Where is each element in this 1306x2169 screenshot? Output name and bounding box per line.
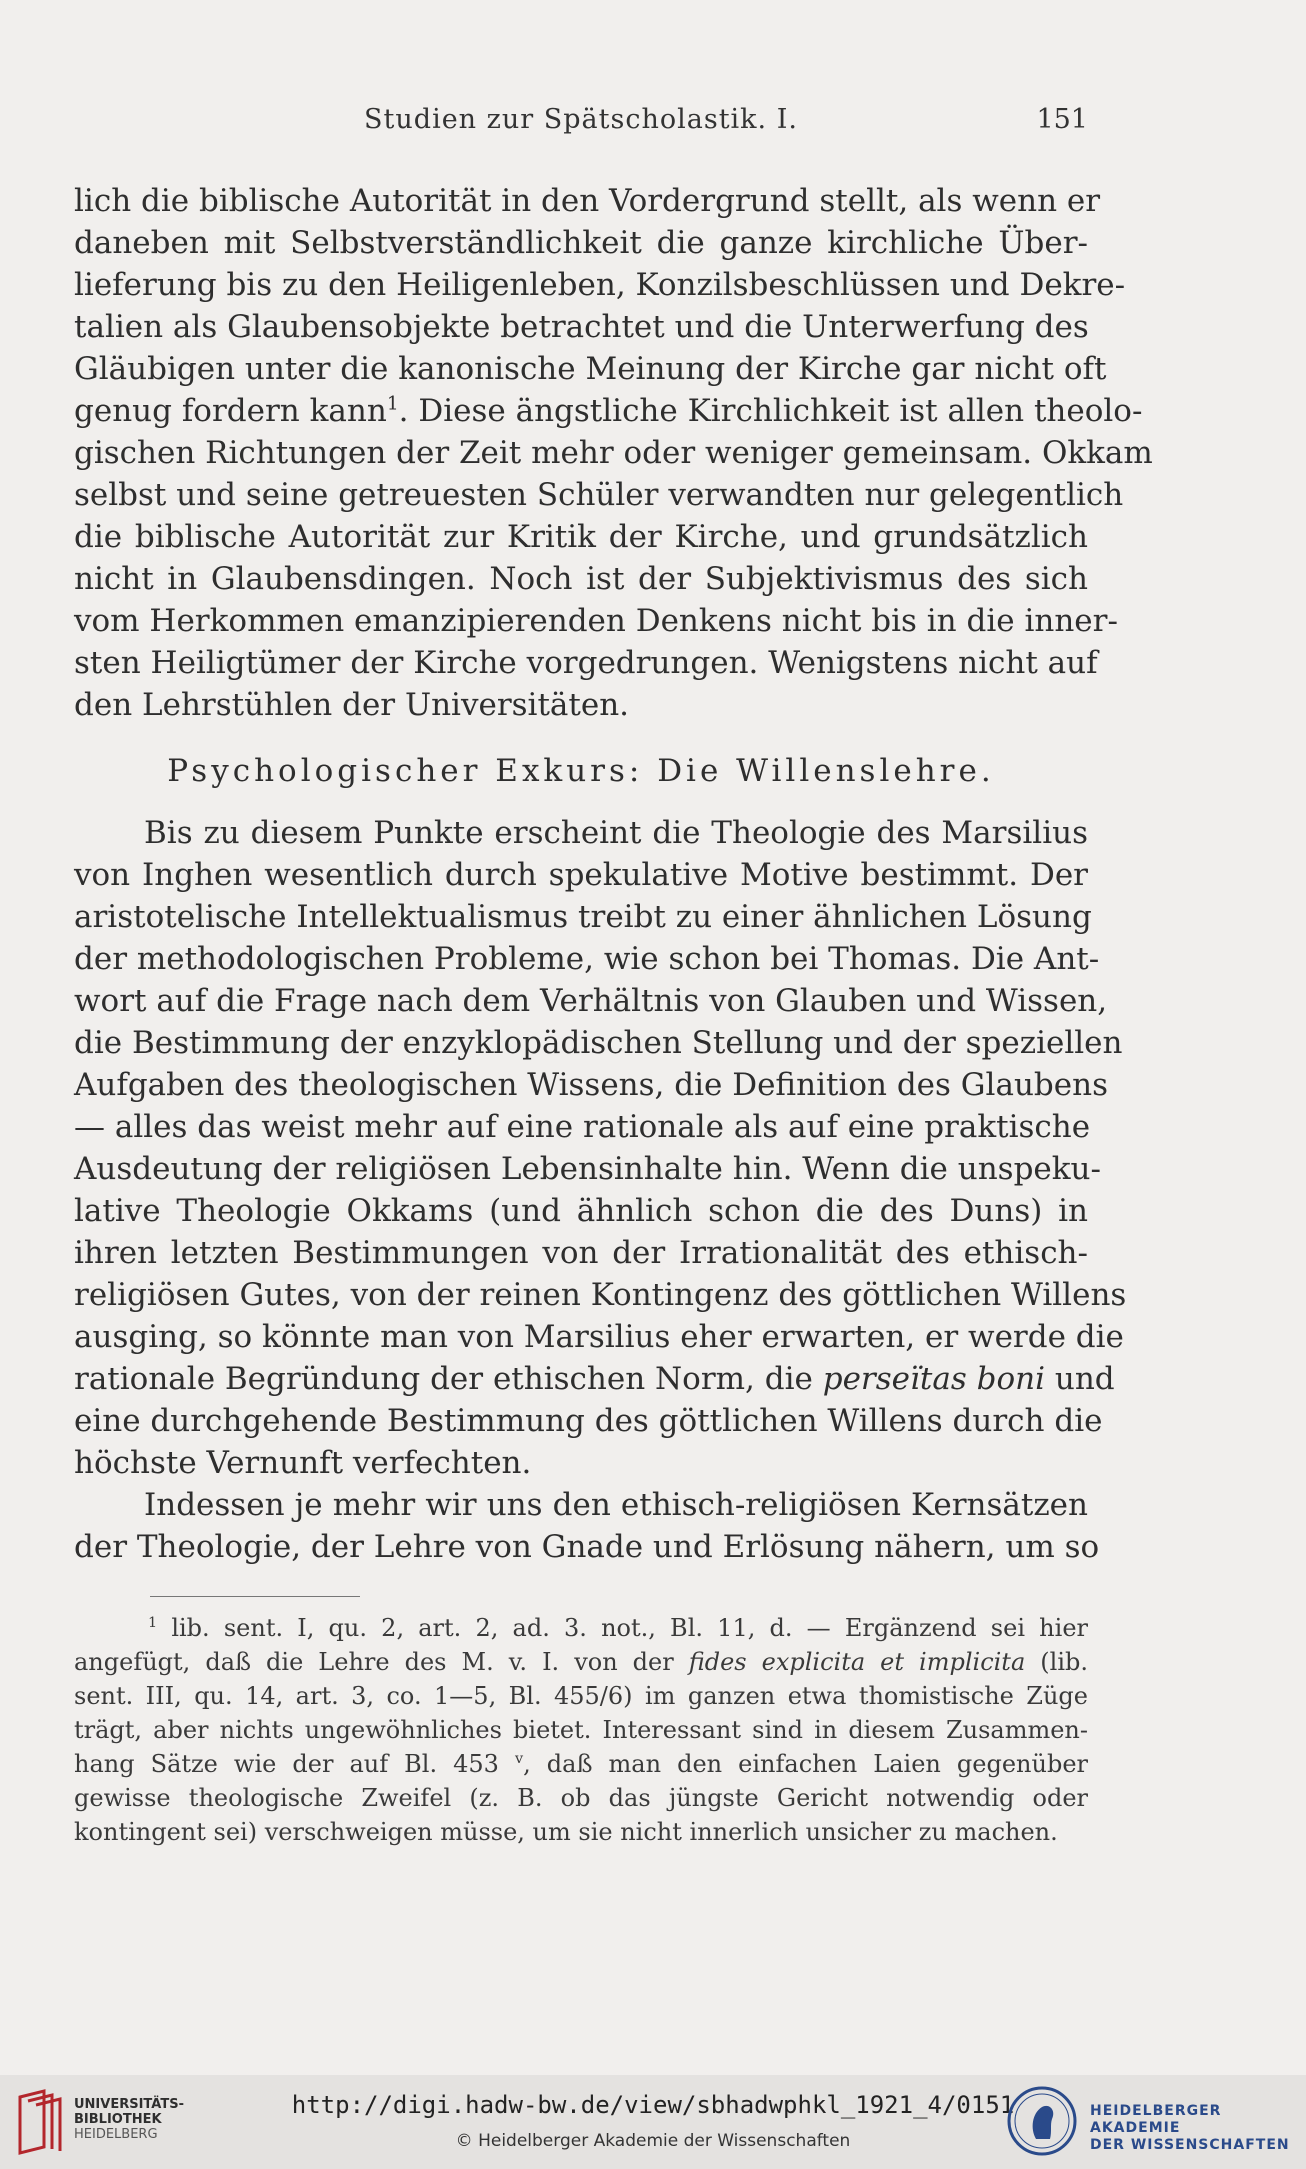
text-segment: genug fordern kann [74,393,387,429]
text-line: lich die biblische Autorität in den Vordergrund stellt, als wenn er [74,183,1101,219]
text-line: wort auf die Frage nach dem Verhältnis von Glauben und Wissen, [74,983,1108,1019]
academy-seal-icon [1006,2085,1078,2157]
main-text [74,180,1153,1568]
academy-name [1090,2103,1306,2154]
footnote-divider [150,1596,360,1597]
footnote-line: gewisse theologische Zweifel (z. B. ob das jüngste Gericht notwendig oder [74,1784,1088,1812]
text-line: den Lehrstühlen der Universitäten. [74,687,630,723]
text-line: ihren letzten Bestimmungen von der Irrationalität des ethisch- [74,1235,1088,1271]
text-line: aristotelische Intellektualismus treibt zu einer ähnlichen Lösung [74,899,1092,935]
text-line: Gläubigen unter die kanonische Meinung der Kirche gar nicht oft [74,351,1107,387]
text-line: Indessen je mehr wir uns den ethisch-religiösen Kernsätzen [144,1487,1088,1523]
text-line: lative Theologie Okkams (und ähnlich schon die des Duns) in [74,1193,1088,1229]
page-header [74,104,1088,144]
text-segment: , daß man den einfachen Laien gegenüber [523,1750,1089,1778]
footnote-line [74,1611,1088,1645]
text-line: Ausdeutung der religiösen Lebensinhalte hin. Wenn die unspeku- [74,1151,1101,1187]
text-line: sten Heiligtümer der Kirche vorgedrungen. Wenigstens nicht auf [74,645,1098,681]
text-line: vom Herkommen emanzipierenden Denkens nicht bis in die inner- [74,603,1118,639]
footnote-line: kontingent sei) verschweigen müsse, um sie nicht innerlich unsicher zu machen. [74,1818,1058,1846]
footnotes [74,1611,1088,1849]
library-name-line: UNIVERSITÄTS- [74,2097,184,2112]
italic-term: perseïtas boni [822,1361,1045,1397]
footnote-ref: 1 [386,393,399,415]
viewer-footer [0,2075,1306,2169]
text-line: der Theologie, der Lehre von Gnade und Erlösung nähern, um so [74,1529,1100,1565]
library-name-line: BIBLIOTHEK [74,2112,162,2127]
text-segment: lib. sent. I, qu. 2, art. 2, ad. 3. not., Bl. 11, d. — Ergänzend sei hier [157,1614,1088,1642]
text-line: nicht in Glaubensdingen. Noch ist der Subjektivismus des sich [74,561,1088,597]
footnote-marker: 1 [148,1615,158,1631]
text-line: die biblische Autorität zur Kritik der Kirche, und grundsätzlich [74,519,1088,555]
running-title: Studien zur Spätscholastik. I. [364,104,798,135]
text-line: der methodologischen Probleme, wie schon bei Thomas. Die Ant- [74,941,1100,977]
text-line: daneben mit Selbstverständlichkeit die ganze kirchliche Über- [74,225,1088,261]
footnote-line [74,1645,1088,1679]
text-line: ausging, so könnte man von Marsilius eher erwarten, er werde die [74,1319,1124,1355]
text-segment: hang Sätze wie der auf Bl. 453 [74,1750,515,1778]
text-line: religiösen Gutes, von der reinen Kontingenz des göttlichen Willens [74,1277,1127,1313]
text-segment: und [1045,1361,1115,1397]
footnote-line: trägt, aber nichts ungewöhnliches bietet. Interessant sind in diesem Zusammen- [74,1716,1088,1744]
italic-term: fides explicita et implicita [688,1648,1026,1676]
text-line: gischen Richtungen der Zeit mehr oder weniger gemeinsam. Okkam [74,435,1153,471]
text-line: eine durchgehende Bestimmung des göttlichen Willens durch die [74,1403,1103,1439]
copyright-notice: © Heidelberger Akademie der Wissenschaften [455,2131,851,2151]
text-line: von Inghen wesentlich durch spekulative Motive bestimmt. Der [74,857,1088,893]
text-line: — alles das weist mehr auf eine rationale als auf eine praktische [74,1109,1091,1145]
academy-name-line: DER WISSENSCHAFTEN [1090,2137,1290,2153]
text-segment: rationale Begründung der ethischen Norm, die [74,1361,823,1397]
text-line [74,1358,1115,1400]
library-name-line: HEIDELBERG [74,2127,158,2142]
text-segment: angefügt, daß die Lehre des M. v. I. von der [74,1648,689,1676]
text-line: talien als Glaubensobjekte betrachtet und die Unterwerfung des [74,309,1089,345]
footnote-line: sent. III, qu. 14, art. 3, co. 1—5, Bl. 455/6) im ganzen etwa thomistische Züge [74,1682,1088,1710]
text-line: selbst und seine getreuesten Schüler verwandten nur gelegentlich [74,477,1124,513]
text-line: Aufgaben des theologischen Wissens, die Definition des Glaubens [74,1067,1108,1103]
text-line: höchste Vernunft verfechten. [74,1445,532,1481]
permalink-url[interactable]: http://digi.hadw-bw.de/view/sbhadwphkl_1921_4/0151 [291,2091,1015,2119]
text-line: lieferung bis zu den Heiligenleben, Konzilsbeschlüssen und Dekre- [74,267,1126,303]
academy-name-line: HEIDELBERGER AKADEMIE [1090,2103,1222,2136]
text-segment: (lib. [1025,1648,1088,1676]
text-line [74,390,1143,432]
section-heading: Psychologischer Exkurs: Die Willenslehre. [167,753,995,789]
superscript: v [514,1751,524,1767]
text-line: die Bestimmung der enzyklopädischen Stellung und der speziellen [74,1025,1123,1061]
text-line: Bis zu diesem Punkte erscheint die Theologie des Marsilius [144,815,1088,851]
page-number: 151 [1036,104,1088,135]
text-segment: . Diese ängstliche Kirchlichkeit ist allen theolo- [398,393,1143,429]
footnote-line [74,1747,1088,1781]
